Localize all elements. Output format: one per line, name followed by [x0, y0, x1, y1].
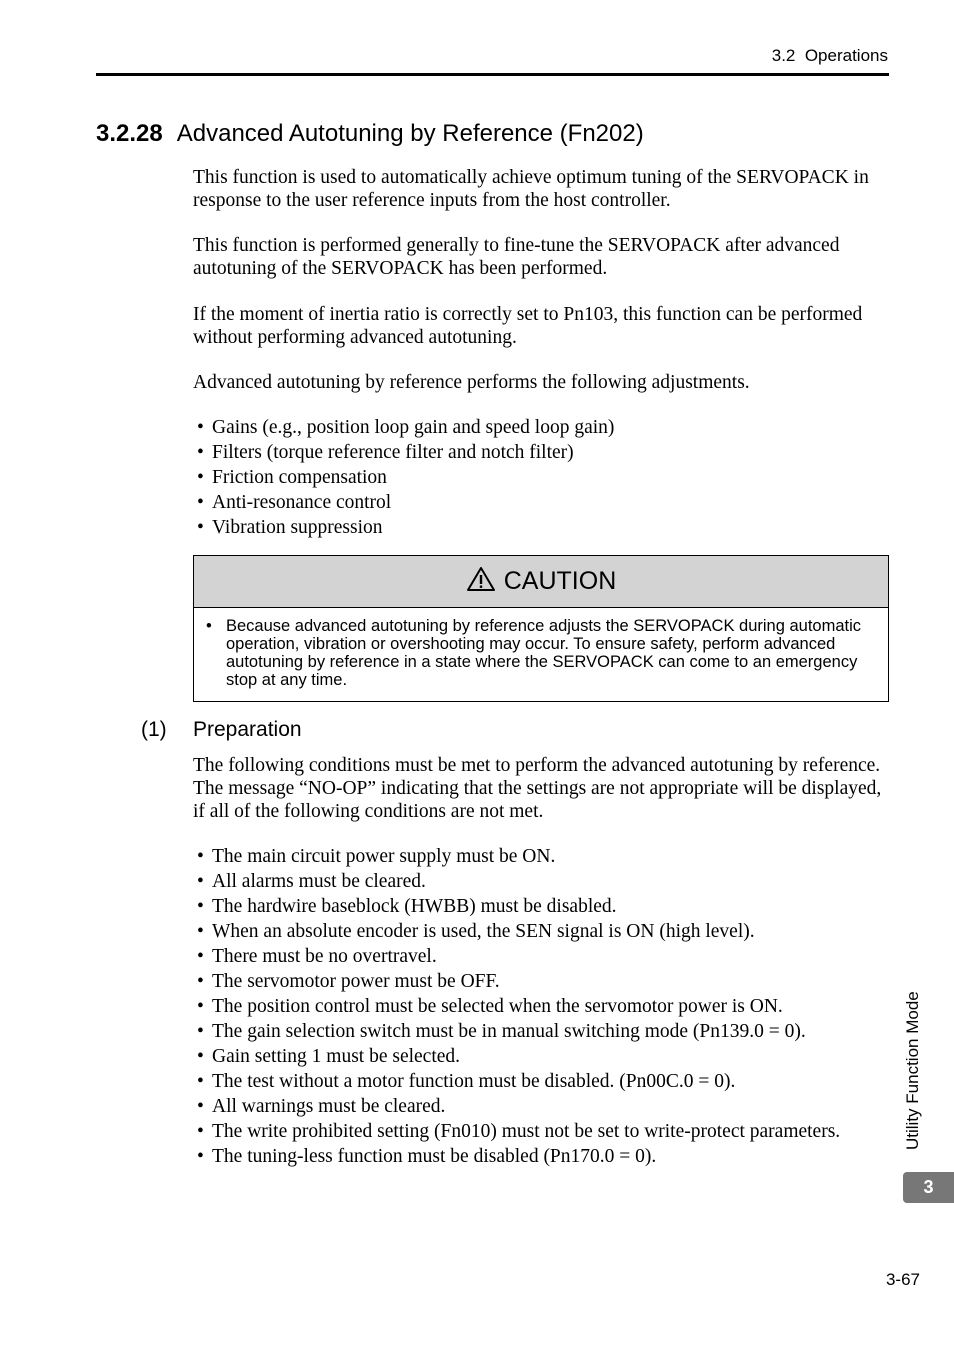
list-item: • Vibration suppression [197, 517, 383, 538]
intro-paragraph-2: This function is performed generally to fine-tune the SERVOPACK after advanced autotuning of the SERVOPACK has been performed. [193, 235, 840, 279]
list-item: • All warnings must be cleared. [197, 1096, 446, 1117]
list-item: • The position control must be selected when the servomotor power is ON. [197, 996, 783, 1017]
list-item: • The gain selection switch must be in manual switching mode (Pn139.0 = 0). [197, 1021, 806, 1042]
list-item: • Friction compensation [197, 467, 387, 488]
list-item: • The write prohibited setting (Fn010) must not be set to write-protect parameters. [197, 1121, 841, 1142]
section-number: 3.2.28 [96, 120, 163, 147]
running-head: 3.2 Operations [771, 46, 888, 65]
caution-box [193, 555, 889, 702]
caution-title: CAUTION [503, 567, 617, 595]
intro-paragraph-1: This function is used to automatically achieve optimum tuning of the SERVOPACK in response to the user reference inputs from the host controller. [193, 167, 869, 211]
side-section-label: Utility Function Mode [903, 991, 922, 1150]
list-item: • Gain setting 1 must be selected. [197, 1046, 461, 1067]
list-item: • Filters (torque reference filter and notch filter) [197, 442, 574, 463]
header-rule [96, 73, 889, 76]
warning-triangle-icon [466, 566, 496, 597]
preparation-title: Preparation [193, 718, 302, 741]
chapter-tab: 3 [903, 1172, 954, 1203]
preparation-paragraph: The following conditions must be met to perform the advanced autotuning by reference. The message “NO-OP” indicating that the settings are not appropriate will be displayed, if all of the following conditions are not met. [193, 755, 882, 822]
intro-paragraph-3: If the moment of inertia ratio is correctly set to Pn103, this function can be performed without performing advanced autotuning. [193, 304, 863, 348]
list-item: • There must be no overtravel. [197, 946, 437, 967]
intro-paragraph-4: Advanced autotuning by reference performs the following adjustments. [193, 372, 750, 393]
list-item: • All alarms must be cleared. [197, 871, 426, 892]
list-item: • Gains (e.g., position loop gain and speed loop gain) [197, 417, 615, 438]
adjustments-list [193, 415, 893, 540]
preparation-number: (1) [141, 718, 167, 741]
list-item: • The test without a motor function must be disabled. (Pn00C.0 = 0). [197, 1071, 736, 1092]
caution-text: Because advanced autotuning by reference adjusts the SERVOPACK during automatic operation, vibration or overshooting may occur. To ensure safety, perform advanced autotuning by reference in a state where the SERVOPACK can come to an emergency stop at any time. [226, 617, 862, 689]
page-number: 3-67 [885, 1270, 920, 1289]
list-item: • Anti-resonance control [197, 492, 392, 513]
list-item: • The servomotor power must be OFF. [197, 971, 500, 992]
list-item: • The tuning-less function must be disabled (Pn170.0 = 0). [197, 1146, 657, 1167]
section-title-text: Advanced Autotuning by Reference (Fn202) [176, 120, 644, 147]
section-title [96, 120, 644, 148]
preparation-heading [141, 718, 302, 742]
list-item: • The hardwire baseblock (HWBB) must be disabled. [197, 896, 617, 917]
caution-body: • Because advanced autotuning by reference adjusts the SERVOPACK during automatic operation, vibration or overshooting may occur. To ensure safety, perform advanced autotuning by reference in a state where the SERVOPACK can come to an emergency stop at any time. [206, 617, 862, 689]
caution-header [194, 556, 888, 608]
conditions-list [193, 844, 893, 1169]
list-item: • When an absolute encoder is used, the SEN signal is ON (high level). [197, 921, 755, 942]
list-item: • The main circuit power supply must be ON. [197, 846, 556, 867]
